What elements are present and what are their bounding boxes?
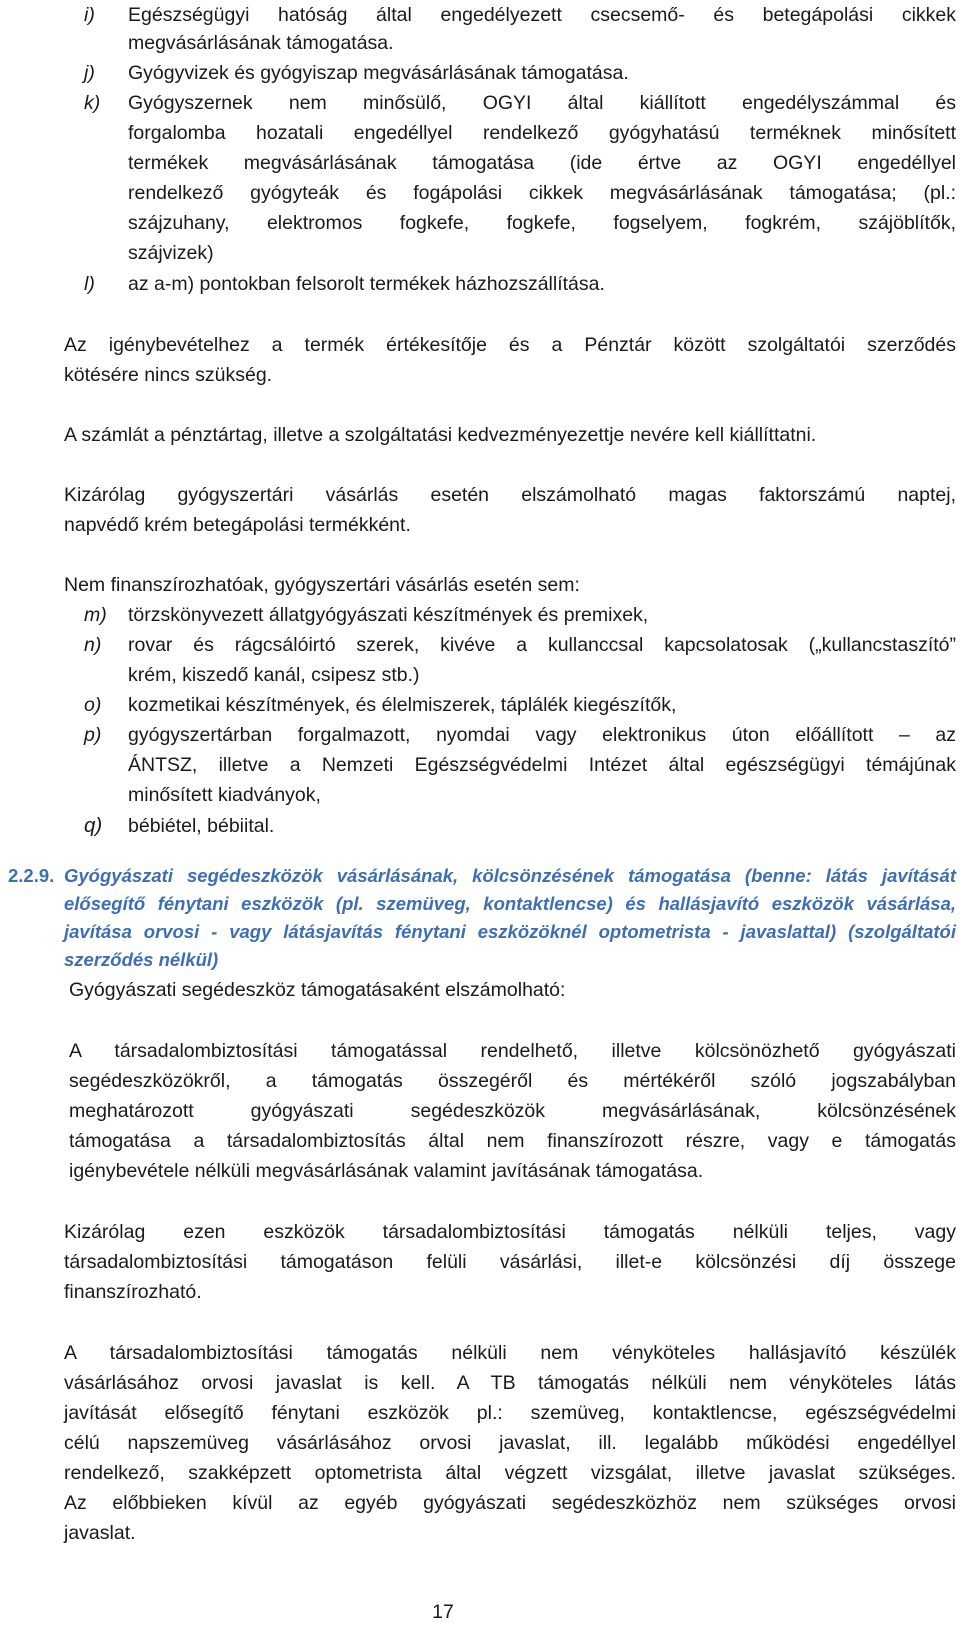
paragraph-line: meghatározott gyógyászati segédeszközök megvásárlásának, kölcsönzésének xyxy=(69,1100,956,1122)
list-label: k) xyxy=(84,92,101,114)
section-heading-line: szerződés nélkül) xyxy=(64,949,219,970)
list-item-line: krém, kiszedő kanál, csipesz stb.) xyxy=(128,664,420,686)
paragraph-line: finanszírozható. xyxy=(64,1281,202,1303)
list-item-line: Egészségügyi hatóság által engedélyezett csecsemő- és betegápolási cikkek xyxy=(128,4,956,26)
list-item-line: Gyógyvizek és gyógyiszap megvásárlásának támogatása. xyxy=(128,62,629,84)
paragraph-line: A társadalombiztosítási támogatás nélküli nem vényköteles hallásjavító készülék xyxy=(64,1342,956,1364)
paragraph-line: kötésére nincs szükség. xyxy=(64,364,273,386)
paragraph-line: A társadalombiztosítási támogatással rendelhető, illetve kölcsönözhető gyógyászati xyxy=(69,1040,956,1062)
list-item-line: ÁNTSZ, illetve a Nemzeti Egészségvédelmi Intézet által egészségügyi témájúnak xyxy=(128,754,956,776)
list-item-line: szájzuhany, elektromos fogkefe, fogkefe, fogselyem, fogkrém, szájöblítők, xyxy=(128,212,956,234)
list-item-line: rendelkező gyógyteák és fogápolási cikkek megvásárlásának támogatása; (pl.: xyxy=(128,182,956,204)
section-heading-line: elősegítő fénytani eszközök (pl. szemüveg, kontaktlencse) és hallásjavító eszközök vásárlása, xyxy=(64,893,956,914)
list-label: n) xyxy=(84,634,102,656)
section-heading-line: javítása orvosi - vagy látásjavítás fénytani eszközöknél optometrista - javaslattal) (szolgáltatói xyxy=(64,921,956,942)
paragraph-line: Kizárólag gyógyszertári vásárlás esetén elszámolható magas faktorszámú naptej, xyxy=(64,484,956,506)
list-item-line: az a-m) pontokban felsorolt termékek házhozszállítása. xyxy=(128,273,605,295)
list-item-line: forgalomba hozatali engedéllyel rendelkező gyógyhatású terméknek minősített xyxy=(128,122,956,144)
list-label: q) xyxy=(84,814,103,837)
paragraph-line: vásárlásához orvosi javaslat is kell. A TB támogatás nélküli nem vényköteles látás xyxy=(64,1372,956,1394)
list-label: i) xyxy=(84,4,95,26)
list-item-line: törzskönyvezett állatgyógyászati készítmények és premixek, xyxy=(128,604,649,626)
list-label: l) xyxy=(84,273,95,295)
paragraph-line: Az előbbieken kívül az egyéb gyógyászati segédeszközhöz nem szükséges orvosi xyxy=(64,1492,956,1514)
paragraph-line: célú napszemüveg vásárlásához orvosi javaslat, ill. legalább működési engedéllyel xyxy=(64,1432,956,1454)
page-number: 17 xyxy=(432,1601,454,1623)
paragraph-line: javaslat. xyxy=(64,1522,136,1544)
list-item-line: minősített kiadványok, xyxy=(128,784,321,806)
list-item-line: rovar és rágcsálóirtó szerek, kivéve a kullanccsal kapcsolatosak („kullancstaszító” xyxy=(128,634,956,656)
paragraph-line: napvédő krém betegápolási termékként. xyxy=(64,514,411,536)
list-label: p) xyxy=(84,724,102,746)
paragraph-line: segédeszközökről, a támogatás összegéről és mértékéről szóló jogszabályban xyxy=(69,1070,956,1092)
paragraph-line: Nem finanszírozhatóak, gyógyszertári vásárlás esetén sem: xyxy=(64,574,580,596)
list-item-line: szájvizek) xyxy=(128,242,214,264)
list-label: j) xyxy=(84,62,95,84)
paragraph-line: Az igénybevételhez a termék értékesítője és a Pénztár között szolgáltatói szerződés xyxy=(64,334,956,356)
list-item-line: gyógyszertárban forgalmazott, nyomdai vagy elektronikus úton előállított – az xyxy=(128,724,956,746)
paragraph-line: rendelkező, szakképzett optometrista által végzett vizsgálat, illetve javaslat szükséges. xyxy=(64,1462,956,1484)
paragraph-line: A számlát a pénztártag, illetve a szolgáltatási kedvezményezettje nevére kell kiállíttatni. xyxy=(64,424,817,446)
list-item-line: termékek megvásárlásának támogatása (ide értve az OGYI engedéllyel xyxy=(128,152,956,174)
list-item-line: bébiétel, bébiital. xyxy=(128,815,275,837)
list-label: o) xyxy=(84,694,102,716)
section-heading-line: Gyógyászati segédeszközök vásárlásának, kölcsönzésének támogatása (benne: látás javítását xyxy=(64,865,956,886)
paragraph-line: társadalombiztosítási támogatáson felüli vásárlási, illet-e kölcsönzési díj összege xyxy=(64,1251,956,1273)
list-item-line: Gyógyszernek nem minősülő, OGYI által kiállított engedélyszámmal és xyxy=(128,92,956,114)
paragraph-line: igénybevétele nélküli megvásárlásának valamint javításának támogatása. xyxy=(69,1160,704,1182)
list-label: m) xyxy=(84,604,107,626)
section-number: 2.2.9. xyxy=(8,865,55,886)
list-item-line: megvásárlásának támogatása. xyxy=(128,32,394,54)
section-intro: Gyógyászati segédeszköz támogatásaként elszámolható: xyxy=(69,979,566,1001)
list-item-line: kozmetikai készítmények, és élelmiszerek, táplálék kiegészítők, xyxy=(128,694,677,716)
paragraph-line: Kizárólag ezen eszközök társadalombiztosítási támogatás nélküli teljes, vagy xyxy=(64,1221,956,1243)
paragraph-line: javítását elősegítő fénytani eszközök pl.: szemüveg, kontaktlencse, egészségvédelmi xyxy=(64,1402,956,1424)
paragraph-line: támogatása a társadalombiztosítás által nem finanszírozott részre, vagy e támogatás xyxy=(69,1130,956,1152)
